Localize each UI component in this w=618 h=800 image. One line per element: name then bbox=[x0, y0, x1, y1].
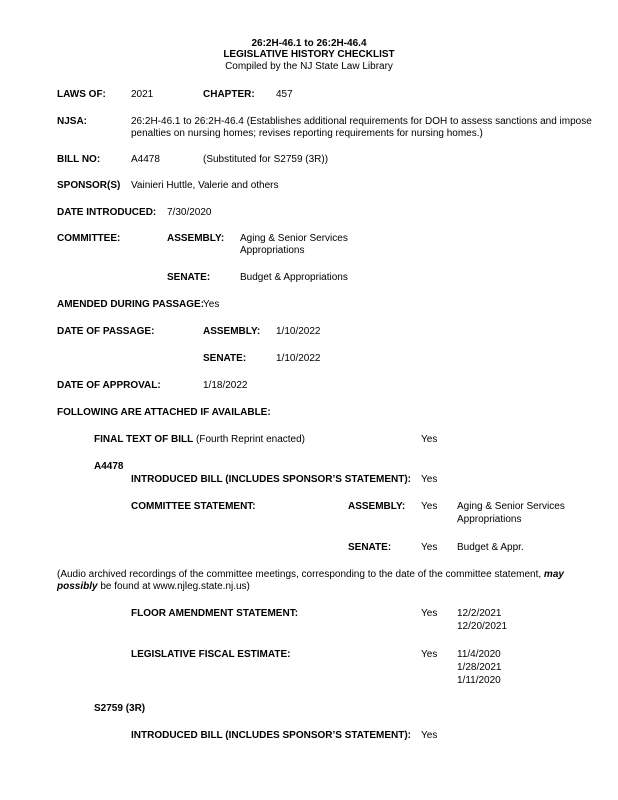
final-text-note: (Fourth Reprint enacted) bbox=[196, 434, 305, 445]
cs-assembly-label: ASSEMBLY: bbox=[348, 501, 406, 512]
a4478-introduced-value: Yes bbox=[421, 474, 438, 485]
checklist-title: LEGISLATIVE HISTORY CHECKLIST bbox=[223, 49, 395, 60]
amended-label: AMENDED DURING PASSAGE: bbox=[57, 299, 205, 310]
fiscal-estimate-date-2: 1/28/2021 bbox=[457, 662, 502, 673]
floor-amendment-value: Yes bbox=[421, 608, 438, 619]
audio-note-text-1: (Audio archived recordings of the committee meetings, corresponding to the date of the committee statement, bbox=[57, 569, 542, 580]
njsa-label: NJSA: bbox=[57, 116, 88, 127]
committee-assembly-line-1: Aging & Senior Services bbox=[240, 233, 348, 244]
s2759-introduced-label: INTRODUCED BILL (INCLUDES SPONSOR’S STATEMENT): bbox=[131, 730, 411, 741]
laws-of-label: LAWS OF: bbox=[57, 89, 106, 100]
bill-no-label: BILL NO: bbox=[57, 154, 101, 165]
attached-heading: FOLLOWING ARE ATTACHED IF AVAILABLE: bbox=[57, 407, 271, 418]
floor-amendment-label: FLOOR AMENDMENT STATEMENT: bbox=[131, 608, 299, 619]
chapter-label: CHAPTER: bbox=[203, 89, 255, 100]
committee-statement-label: COMMITTEE STATEMENT: bbox=[131, 501, 256, 512]
cs-assembly-committee-2: Appropriations bbox=[457, 514, 522, 525]
s2759-heading: S2759 (3R) bbox=[94, 703, 146, 714]
a4478-introduced-label: INTRODUCED BILL (INCLUDES SPONSOR’S STATEMENT): bbox=[131, 474, 411, 485]
final-text-row bbox=[94, 434, 305, 446]
page-title: 26:2H-46.1 to 26:2H-46.4 bbox=[251, 38, 367, 49]
date-of-passage-label: DATE OF PASSAGE: bbox=[57, 326, 155, 337]
floor-amendment-date-1: 12/2/2021 bbox=[457, 608, 502, 619]
date-introduced-value: 7/30/2020 bbox=[167, 207, 212, 218]
date-of-approval-value: 1/18/2022 bbox=[203, 380, 248, 391]
njsa-line-1: 26:2H-46.1 to 26:2H-46.4 (Establishes additional requirements for DOH to assess sanctions and impose bbox=[131, 116, 592, 127]
audio-note-text-2: be found at www.njleg.state.nj.us) bbox=[100, 581, 250, 592]
committee-label: COMMITTEE: bbox=[57, 233, 121, 244]
committee-assembly-line-2: Appropriations bbox=[240, 245, 305, 256]
bill-no-value: A4478 bbox=[131, 154, 160, 165]
fiscal-estimate-date-1: 11/4/2020 bbox=[457, 649, 501, 660]
date-introduced-label: DATE INTRODUCED: bbox=[57, 207, 157, 218]
fiscal-estimate-date-3: 1/11/2020 bbox=[457, 675, 501, 686]
committee-assembly-label: ASSEMBLY: bbox=[167, 233, 225, 244]
cs-senate-value: Yes bbox=[421, 542, 438, 553]
a4478-heading: A4478 bbox=[94, 461, 124, 472]
audio-note-line-2 bbox=[57, 581, 250, 593]
cs-senate-committee: Budget & Appr. bbox=[457, 542, 524, 553]
chapter-value: 457 bbox=[276, 89, 293, 100]
audio-note-emph-1: may bbox=[543, 569, 564, 580]
committee-senate-label: SENATE: bbox=[167, 272, 211, 283]
sponsors-label: SPONSOR(S) bbox=[57, 180, 121, 191]
cs-senate-label: SENATE: bbox=[348, 542, 392, 553]
cs-assembly-value: Yes bbox=[421, 501, 438, 512]
s2759-introduced-value: Yes bbox=[421, 730, 438, 741]
fiscal-estimate-value: Yes bbox=[421, 649, 438, 660]
compiled-by: Compiled by the NJ State Law Library bbox=[225, 61, 393, 72]
final-text-value: Yes bbox=[421, 434, 438, 445]
passage-senate-label: SENATE: bbox=[203, 353, 247, 364]
audio-note-emph-2: possibly bbox=[57, 581, 98, 592]
sponsors-value: Vainieri Huttle, Valerie and others bbox=[131, 180, 279, 191]
cs-assembly-committee-1: Aging & Senior Services bbox=[457, 501, 565, 512]
amended-value: Yes bbox=[203, 299, 220, 310]
committee-senate-value: Budget & Appropriations bbox=[240, 272, 348, 283]
passage-senate-value: 1/10/2022 bbox=[276, 353, 321, 364]
date-of-approval-label: DATE OF APPROVAL: bbox=[57, 380, 161, 391]
laws-of-value: 2021 bbox=[131, 89, 154, 100]
substituted-note: (Substituted for S2759 (3R)) bbox=[203, 154, 329, 165]
njsa-line-2: penalties on nursing homes; revises reporting requirements for nursing homes.) bbox=[131, 128, 483, 139]
fiscal-estimate-label: LEGISLATIVE FISCAL ESTIMATE: bbox=[131, 649, 291, 660]
audio-note-line-1 bbox=[57, 569, 564, 581]
final-text-label: FINAL TEXT OF BILL bbox=[94, 434, 194, 445]
passage-assembly-value: 1/10/2022 bbox=[276, 326, 321, 337]
passage-assembly-label: ASSEMBLY: bbox=[203, 326, 261, 337]
floor-amendment-date-2: 12/20/2021 bbox=[457, 621, 508, 632]
